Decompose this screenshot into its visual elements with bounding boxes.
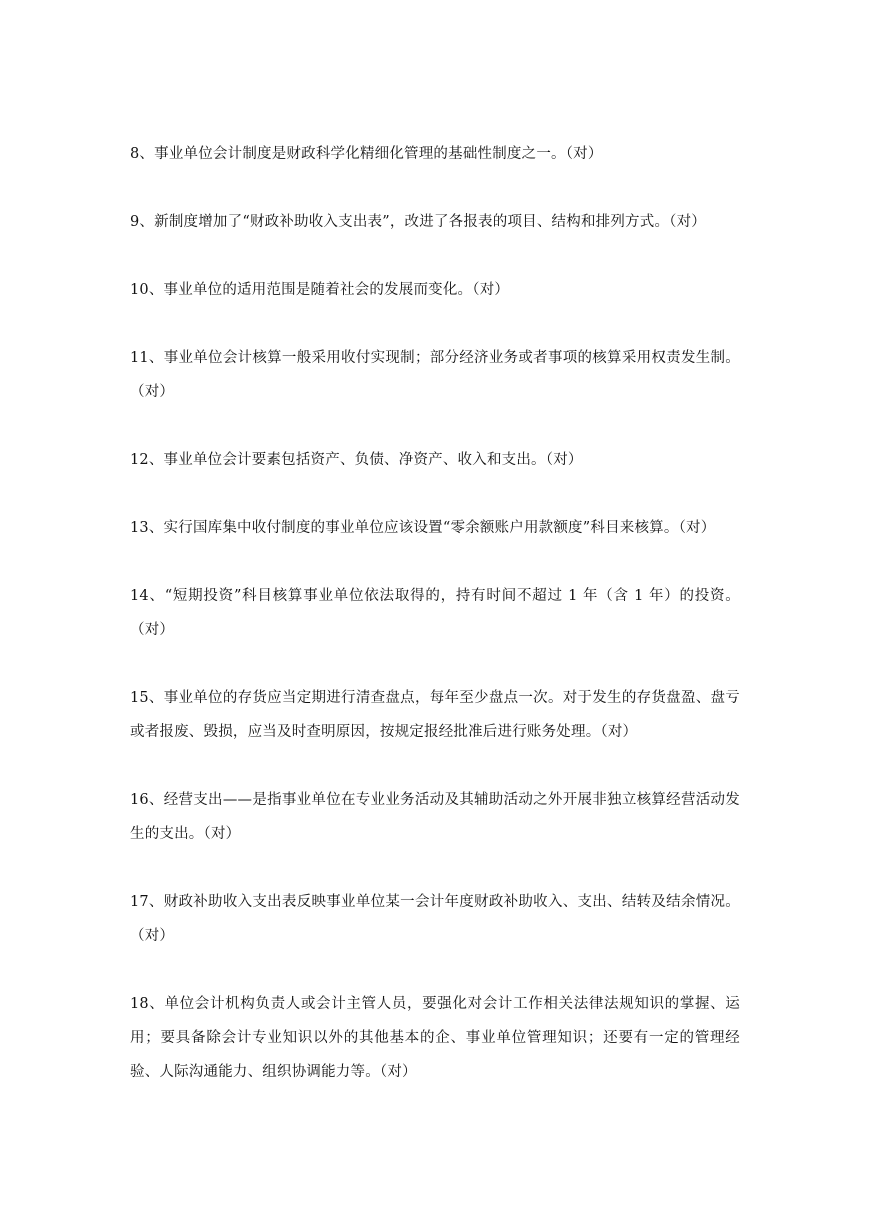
question-item-15: 15、事业单位的存货应当定期进行清查盘点，每年至少盘点一次。对于发生的存货盘盈、盘亏或者报废、毁损，应当及时查明原因，按规定报经批准后进行账务处理。（对） <box>130 690 740 740</box>
question-item-17: 17、财政补助收入支出表反映事业单位某一会计年度财政补助收入、支出、结转及结余情况。（对） <box>130 894 740 944</box>
question-item-14: 14、“短期投资”科目核算事业单位依法取得的，持有时间不超过 1 年（含 1 年）的投资。（对） <box>130 588 740 638</box>
question-item-8: 8、事业单位会计制度是财政科学化精细化管理的基础性制度之一。（对） <box>130 146 603 162</box>
question-item-18: 18、单位会计机构负责人或会计主管人员，要强化对会计工作相关法律法规知识的掌握、运用；要具备除会计专业知识以外的其他基本的企、事业单位管理知识；还要有一定的管理经验、人际沟通能力、组织协调能力等。（对） <box>130 996 740 1080</box>
question-item-13: 13、实行国库集中收付制度的事业单位应该设置“零余额账户用款额度”科目来核算。（对） <box>130 520 716 536</box>
question-item-9: 9、新制度增加了“财政补助收入支出表”，改进了各报表的项目、结构和排列方式。（对） <box>130 214 706 230</box>
document-page <box>130 137 740 1089</box>
question-item-10: 10、事业单位的适用范围是随着社会的发展而变化。（对） <box>130 282 510 298</box>
question-item-12: 12、事业单位会计要素包括资产、负债、净资产、收入和支出。（对） <box>130 452 583 468</box>
question-item-16: 16、经营支出——是指事业单位在专业业务活动及其辅助活动之外开展非独立核算经营活动发生的支出。（对） <box>130 792 740 842</box>
question-item-11: 11、事业单位会计核算一般采用收付实现制；部分经济业务或者事项的核算采用权责发生制。（对） <box>130 350 740 400</box>
